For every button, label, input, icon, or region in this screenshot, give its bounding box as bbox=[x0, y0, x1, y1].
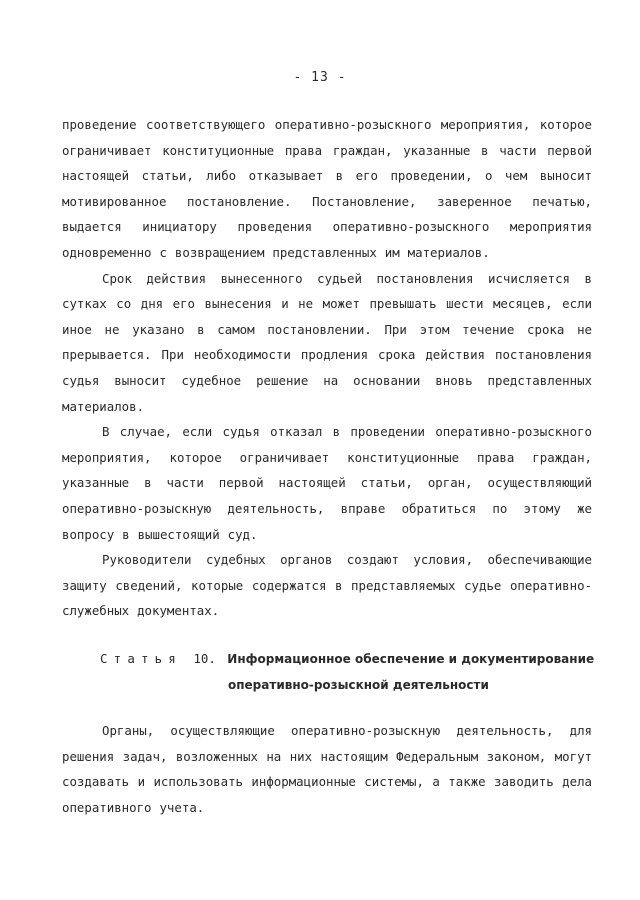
article-9-text-continuation bbox=[62, 112, 592, 624]
article-title-line-2: оперативно-розыскной деятельности bbox=[228, 678, 489, 692]
page-number: - 13 - bbox=[293, 70, 347, 85]
paragraph-3: В случае, если судья отказал в проведении оперативно-розыскного мероприятия, которое ограничивает конституционные права граждан, указанные в части первой настоящей статьи, орган, осуществляющий оперативно-розыскную деятельность, вправе обратиться по этому же вопросу в вышестоящий суд. bbox=[62, 424, 592, 542]
article-lead-word: Статья bbox=[100, 651, 182, 666]
paragraph-1: проведение соответствующего оперативно-розыскного мероприятия, которое ограничивает конституционные права граждан, указанные в части первой настоящей статьи, либо отказывает в его проведении, о чем выносит мотивированное постановление. Постановление, заверенное печатью, выдается инициатору проведения оперативно-розыскного мероприятия одновременно с возвращением представленных им материалов. bbox=[62, 117, 592, 260]
paragraph-2: Срок действия вынесенного судьей постановления исчисляется в сутках со дня его вынесения и не может превышать шести месяцев, если иное не указано в самом постановлении. При этом течение срока не прерывается. При необходимости продления срока действия постановления судья выносит судебное решение на основании вновь представленных материалов. bbox=[62, 270, 592, 414]
paragraph-5: Органы, осуществляющие оперативно-розыскную деятельность, для решения задач, возложенных на них настоящим Федеральным законом, могут создавать и использовать информационные системы, а также заводить дела оперативного учета. bbox=[62, 723, 592, 815]
paragraph-4: Руководители судебных органов создают условия, обеспечивающие защиту сведений, которые содержатся в представляемых судье оперативно-служебных документах. bbox=[62, 552, 592, 619]
article-number: 10. bbox=[193, 651, 216, 666]
article-10-text bbox=[62, 718, 592, 820]
article-10-heading bbox=[100, 646, 600, 698]
article-title-line-1: Информационное обеспечение и документирование bbox=[227, 652, 595, 666]
